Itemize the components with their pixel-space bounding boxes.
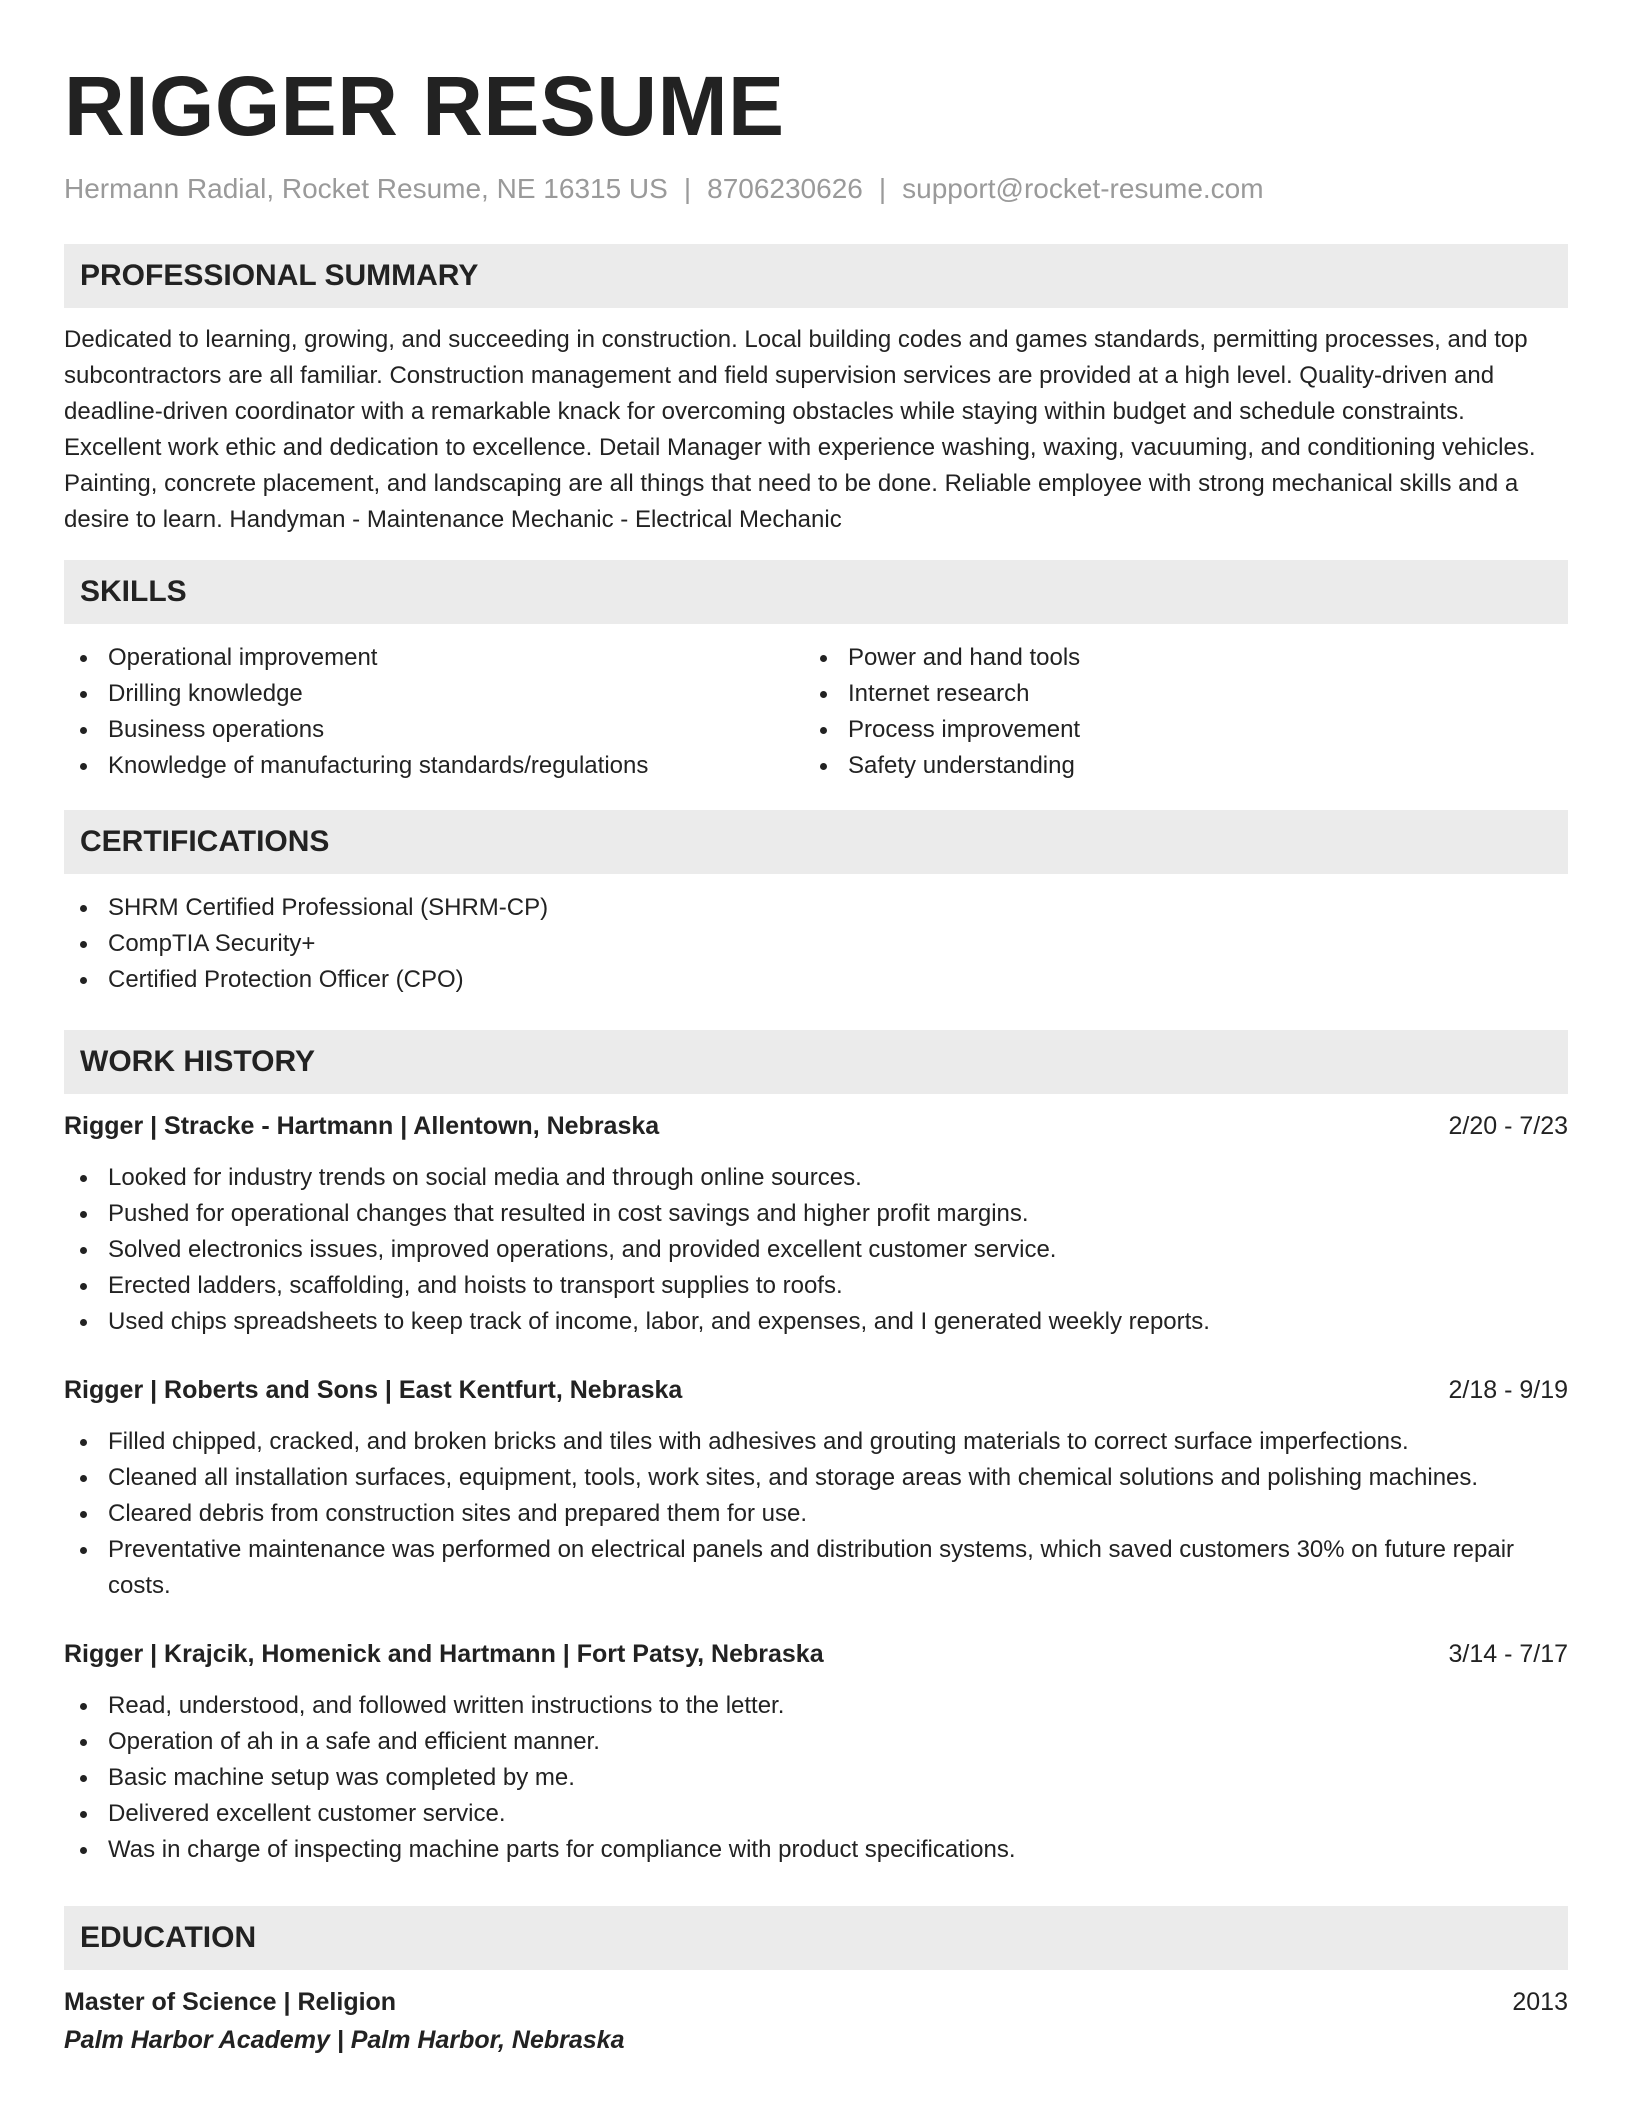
- job-dates: 2/18 - 9/19: [1448, 1376, 1568, 1404]
- certification-item: Certified Protection Officer (CPO): [64, 962, 1568, 998]
- job-bullet: Pushed for operational changes that resulted in cost savings and higher profit margins.: [64, 1196, 1568, 1232]
- contact-separator: |: [878, 173, 887, 204]
- certification-item: SHRM Certified Professional (SHRM-CP): [64, 890, 1568, 926]
- contact-line: [64, 172, 1568, 206]
- job-bullet: Was in charge of inspecting machine parts for compliance with product specifications.: [64, 1832, 1568, 1868]
- resume-title: RIGGER RESUME: [64, 59, 785, 153]
- job-bullet: Delivered excellent customer service.: [64, 1796, 1568, 1832]
- job-bullets: [64, 1688, 1568, 1868]
- section-header-certifications: CERTIFICATIONS: [64, 810, 1568, 874]
- summary-text: Dedicated to learning, growing, and succeeding in construction. Local building codes and games standards, permitting processes, and top subcontractors are all familiar. Construction management and field supervision services are provided at a high level. Quality-driven and deadline-driven coordinator with a remarkable knack for overcoming obstacles while staying within budget and schedule constraints. Excellent work ethic and dedication to excellence. Detail Manager with experience washing, waxing, vacuuming, and conditioning vehicles. Painting, concrete placement, and landscaping are all things that need to be done. Reliable employee with strong mechanical skills and a desire to learn. Handyman - Maintenance Mechanic - Electrical Mechanic: [64, 326, 1536, 533]
- contact-separator: |: [683, 173, 692, 204]
- skill-item: Drilling knowledge: [64, 676, 804, 712]
- job-bullet: Cleared debris from construction sites and prepared them for use.: [64, 1496, 1568, 1532]
- job-bullet: Used chips spreadsheets to keep track of income, labor, and expenses, and I generated weekly reports.: [64, 1304, 1568, 1340]
- job-bullet: Solved electronics issues, improved operations, and provided excellent customer service.: [64, 1232, 1568, 1268]
- contact-email: support@rocket-resume.com: [902, 173, 1264, 204]
- job-bullet: Filled chipped, cracked, and broken bricks and tiles with adhesives and grouting materials to correct surface imperfections.: [64, 1424, 1568, 1460]
- skills-list-left: [64, 640, 804, 784]
- contact-phone: 8706230626: [707, 173, 863, 204]
- job-entry: [64, 1108, 1568, 1340]
- job-bullet: Looked for industry trends on social media and through online sources.: [64, 1160, 1568, 1196]
- skill-item: Operational improvement: [64, 640, 804, 676]
- education-degree: Master of Science | Religion: [64, 1988, 397, 2016]
- job-bullets: [64, 1160, 1568, 1340]
- education-school: Palm Harbor Academy | Palm Harbor, Nebraska: [64, 2026, 625, 2054]
- job-bullet: Preventative maintenance was performed on electrical panels and distribution systems, which saved customers 30% on future repair costs.: [64, 1532, 1568, 1604]
- skill-item: Business operations: [64, 712, 804, 748]
- skill-item: Internet research: [804, 676, 1544, 712]
- job-header: [64, 1636, 1568, 1672]
- job-header: [64, 1108, 1568, 1144]
- job-bullets: [64, 1424, 1568, 1604]
- certifications-list: [64, 890, 1568, 998]
- job-header: [64, 1372, 1568, 1408]
- job-dates: 2/20 - 7/23: [1448, 1112, 1568, 1140]
- contact-address: Hermann Radial, Rocket Resume, NE 16315 US: [64, 173, 668, 204]
- section-header-education: EDUCATION: [64, 1906, 1568, 1970]
- job-entry: [64, 1372, 1568, 1604]
- certification-item: CompTIA Security+: [64, 926, 1568, 962]
- skills-columns: [64, 640, 1568, 784]
- skill-item: Safety understanding: [804, 748, 1544, 784]
- job-bullet: Erected ladders, scaffolding, and hoists to transport supplies to roofs.: [64, 1268, 1568, 1304]
- skill-item: Process improvement: [804, 712, 1544, 748]
- section-header-work-history: WORK HISTORY: [64, 1030, 1568, 1094]
- section-header-skills: SKILLS: [64, 560, 1568, 624]
- section-header-summary: PROFESSIONAL SUMMARY: [64, 244, 1568, 308]
- education-year: 2013: [1512, 1988, 1568, 2016]
- job-bullet: Operation of ah in a safe and efficient manner.: [64, 1724, 1568, 1760]
- job-bullet: Basic machine setup was completed by me.: [64, 1760, 1568, 1796]
- job-title: Rigger | Stracke - Hartmann | Allentown, Nebraska: [64, 1112, 660, 1140]
- job-bullet: Cleaned all installation surfaces, equipment, tools, work sites, and storage areas with chemical solutions and polishing machines.: [64, 1460, 1568, 1496]
- job-dates: 3/14 - 7/17: [1448, 1640, 1568, 1668]
- skills-list-right: [804, 640, 1544, 784]
- education-header: [64, 1984, 1568, 2020]
- job-title: Rigger | Roberts and Sons | East Kentfurt, Nebraska: [64, 1376, 683, 1404]
- skill-item: Power and hand tools: [804, 640, 1544, 676]
- job-entry: [64, 1636, 1568, 1868]
- job-title: Rigger | Krajcik, Homenick and Hartmann | Fort Patsy, Nebraska: [64, 1640, 824, 1668]
- skill-item: Knowledge of manufacturing standards/regulations: [64, 748, 804, 784]
- job-bullet: Read, understood, and followed written instructions to the letter.: [64, 1688, 1568, 1724]
